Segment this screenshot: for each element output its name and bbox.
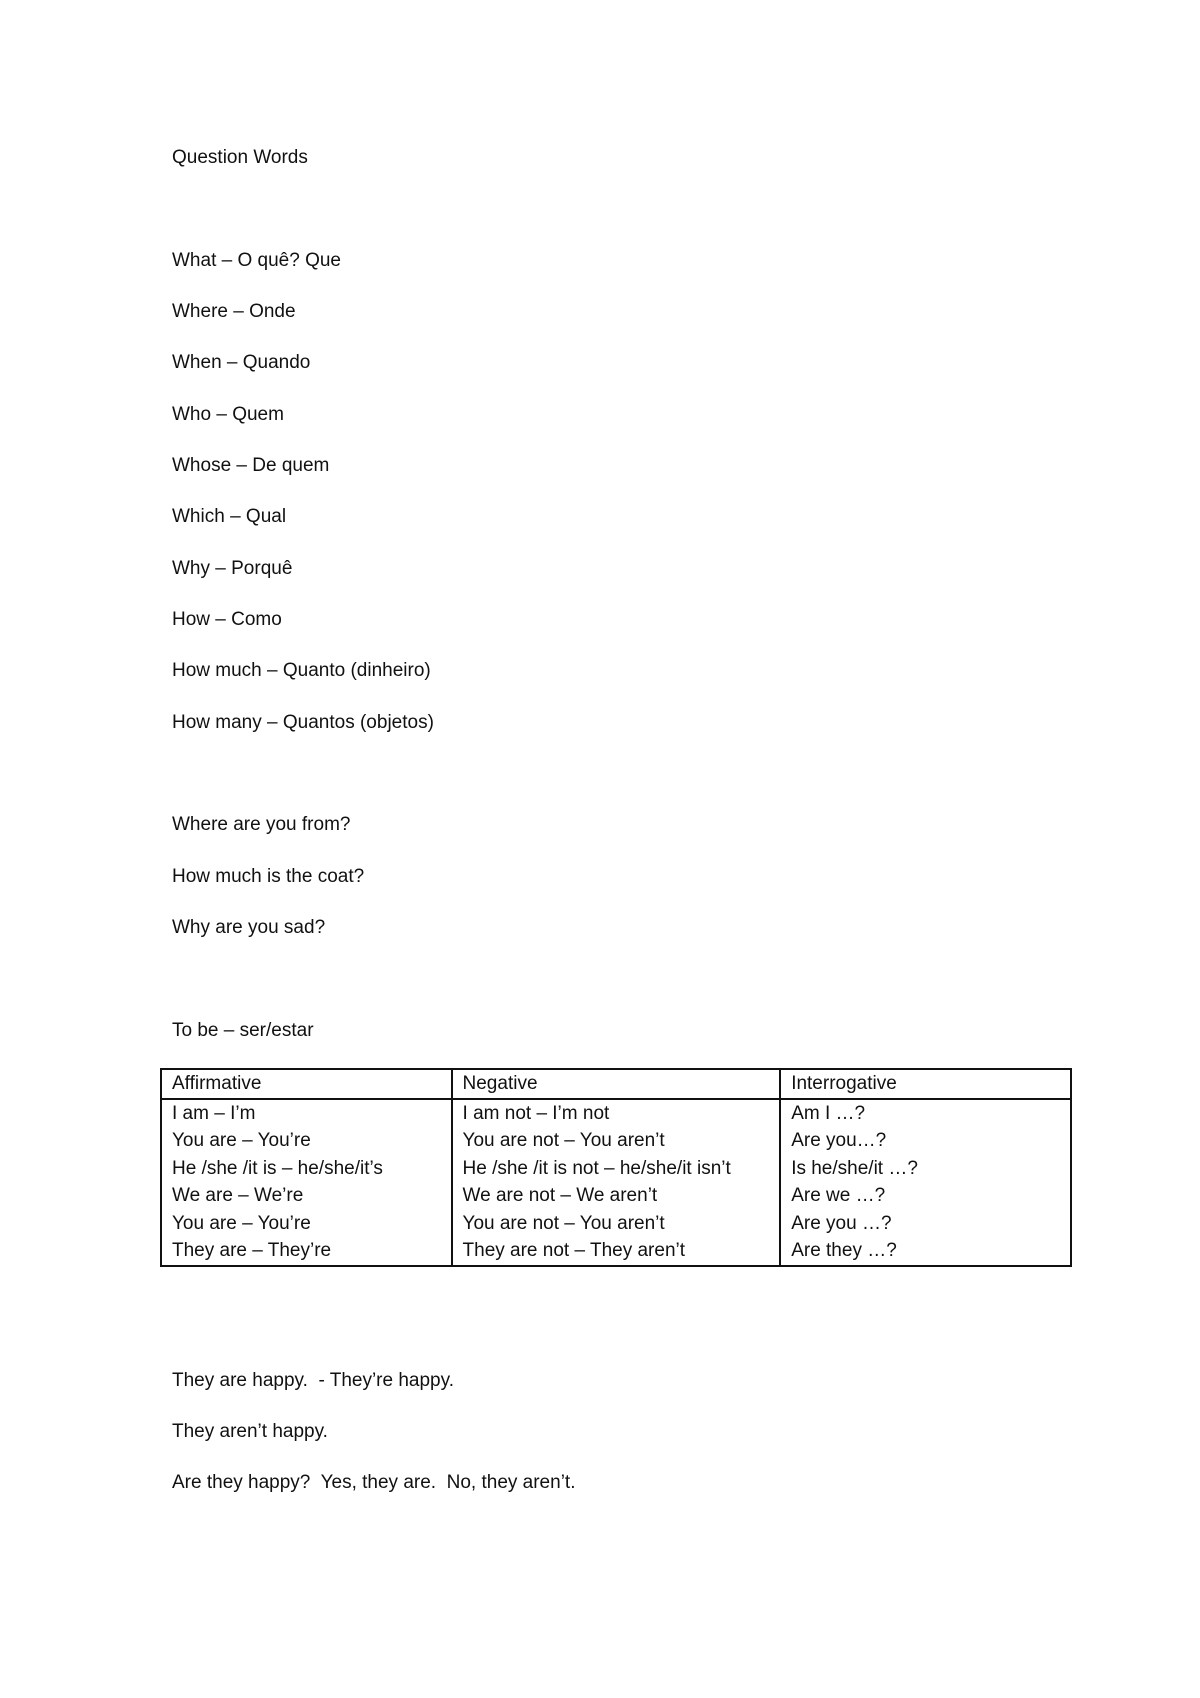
table-cell: I am not – I’m not	[452, 1099, 781, 1128]
table-cell: We are – We’re	[161, 1182, 452, 1210]
table-cell: He /she /it is – he/she/it’s	[161, 1155, 452, 1183]
list-item: Whose – De quem	[172, 455, 330, 476]
example-sentence: They aren’t happy.	[172, 1421, 328, 1442]
table-row	[161, 1099, 1071, 1128]
example-sentence: Are they happy? Yes, they are. No, they aren’t.	[172, 1472, 576, 1493]
table-cell: They are not – They aren’t	[452, 1237, 781, 1266]
column-header-negative: Negative	[452, 1069, 781, 1099]
list-item: Which – Qual	[172, 506, 287, 527]
list-item: How – Como	[172, 609, 282, 630]
table-cell: I am – I’m	[161, 1099, 452, 1128]
table-row	[161, 1127, 1071, 1155]
table-cell: Are you…?	[780, 1127, 1071, 1155]
list-item: Where – Onde	[172, 301, 296, 322]
table-cell: Are they …?	[780, 1237, 1071, 1266]
table-cell: Are you …?	[780, 1210, 1071, 1238]
table-cell: You are – You’re	[161, 1127, 452, 1155]
table-cell: We are not – We aren’t	[452, 1182, 781, 1210]
to-be-table	[160, 1068, 1072, 1267]
table-cell: They are – They’re	[161, 1237, 452, 1266]
column-header-affirmative: Affirmative	[161, 1069, 452, 1099]
section-title: To be – ser/estar	[172, 1020, 314, 1041]
example-question: Why are you sad?	[172, 917, 326, 938]
list-item: Who – Quem	[172, 404, 284, 425]
list-item: How many – Quantos (objetos)	[172, 712, 434, 733]
column-header-interrogative: Interrogative	[780, 1069, 1071, 1099]
table-row	[161, 1155, 1071, 1183]
list-item: When – Quando	[172, 352, 311, 373]
list-item: Why – Porquê	[172, 558, 293, 579]
example-question: Where are you from?	[172, 814, 351, 835]
example-sentence: They are happy. - They’re happy.	[172, 1370, 454, 1391]
list-item: What – O quê? Que	[172, 250, 341, 271]
table-cell: You are – You’re	[161, 1210, 452, 1238]
example-question: How much is the coat?	[172, 866, 365, 887]
table-row	[161, 1210, 1071, 1238]
table-cell: Are we …?	[780, 1182, 1071, 1210]
table-cell: Am I …?	[780, 1099, 1071, 1128]
table-row	[161, 1237, 1071, 1266]
list-item: How much – Quanto (dinheiro)	[172, 660, 431, 681]
table-cell: He /she /it is not – he/she/it isn’t	[452, 1155, 781, 1183]
page-title: Question Words	[172, 147, 308, 168]
table-cell: You are not – You aren’t	[452, 1210, 781, 1238]
table-cell: You are not – You aren’t	[452, 1127, 781, 1155]
table-header-row	[161, 1069, 1071, 1099]
table-cell: Is he/she/it …?	[780, 1155, 1071, 1183]
table-row	[161, 1182, 1071, 1210]
